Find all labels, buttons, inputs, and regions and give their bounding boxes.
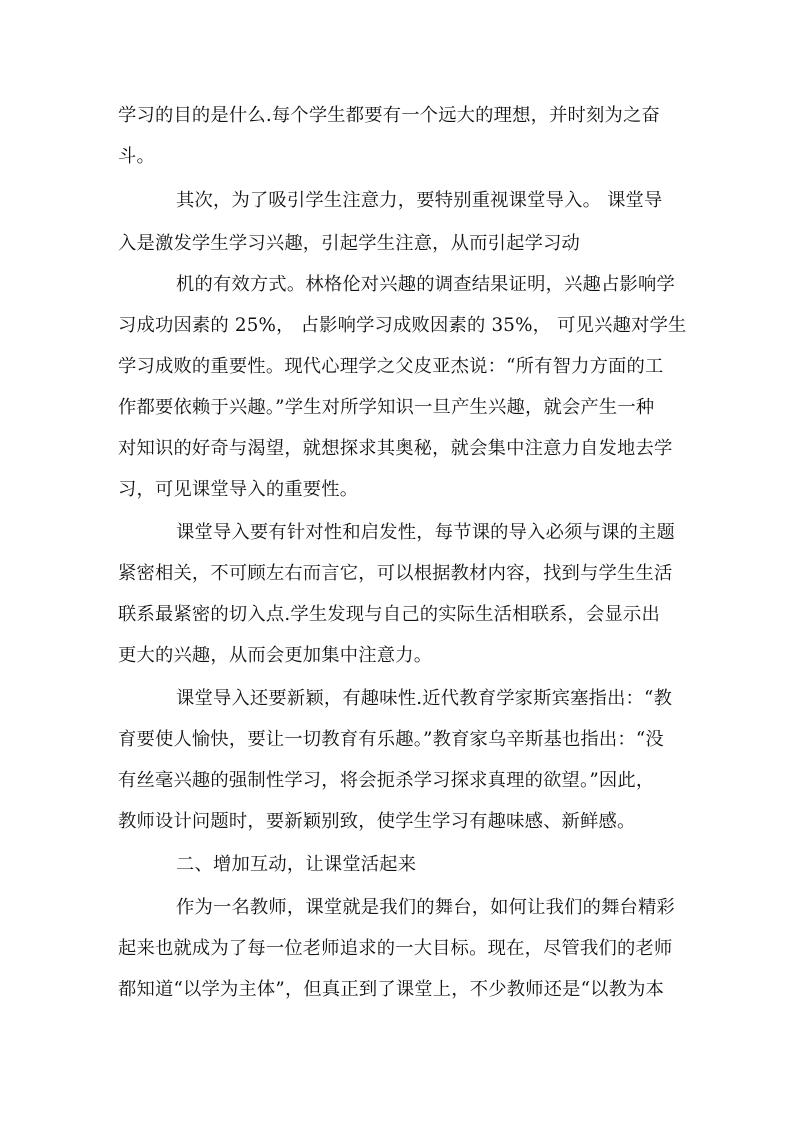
text-line: 起来也就成为了每一位老师追求的一大目标。现在，尽管我们的老师 — [118, 938, 673, 959]
text-line: 入是激发学生学习兴趣，引起学生注意，从而引起学习动 — [118, 233, 581, 254]
text-line: 有丝毫兴趣的强制性学习，将会扼杀学习探求真理的欲望。”因此， — [118, 770, 655, 791]
text-line: 更大的兴趣，从而会更加集中注意力。 — [118, 645, 433, 666]
text-line: 紧密相关，不可顾左右而言它，可以根据教材内容，找到与学生生活 — [118, 563, 673, 584]
text-line: 学习的目的是什么.每个学生都要有一个远大的理想，并时刻为之奋 — [118, 105, 660, 126]
text-line: 课堂导入还要新颖，有趣味性.近代教育学家斯宾塞指出：“教 — [176, 688, 673, 709]
text-line: 都知道“以学为主体”，但真正到了课堂上，不少教师还是“以教为本 — [118, 979, 665, 1000]
section-heading: 二、增加互动，让课堂活起来 — [176, 854, 417, 875]
text-line: 教师设计问题时，要新颖别致，使学生学习有趣味感、新鲜感。 — [118, 811, 636, 832]
text-line: 习成功因素的 25%， 占影响学习成败因素的 35%， 可见兴趣对学生 — [118, 315, 687, 336]
text-line: 作都要依赖于兴趣。”学生对所学知识一旦产生兴趣，就会产生一种 — [118, 397, 655, 418]
text-line: 机的有效方式。林格伦对兴趣的调查结果证明，兴趣占影响学 — [176, 274, 675, 295]
text-line: 课堂导入要有针对性和启发性，每节课的导入必须与课的主题 — [176, 522, 675, 543]
text-line: 其次，为了吸引学生注意力，要特别重视课堂导入。 课堂导 — [176, 190, 663, 211]
text-line: 习，可见课堂导入的重要性。 — [118, 479, 359, 500]
text-line: 斗。 — [118, 146, 155, 167]
text-line: 联系最紧密的切入点.学生发现与自己的实际生活相联系，会显示出 — [118, 604, 660, 625]
text-line: 育要使人愉快，要让一切教育有乐趣。”教育家乌辛斯基也指出：“没 — [118, 729, 664, 750]
text-line: 对知识的好奇与渴望，就想探求其奥秘，就会集中注意力自发地去学 — [118, 438, 673, 459]
text-line: 学习成败的重要性。现代心理学之父皮亚杰说：“所有智力方面的工 — [118, 356, 664, 377]
text-line: 作为一名教师，课堂就是我们的舞台，如何让我们的舞台精彩 — [176, 897, 675, 918]
